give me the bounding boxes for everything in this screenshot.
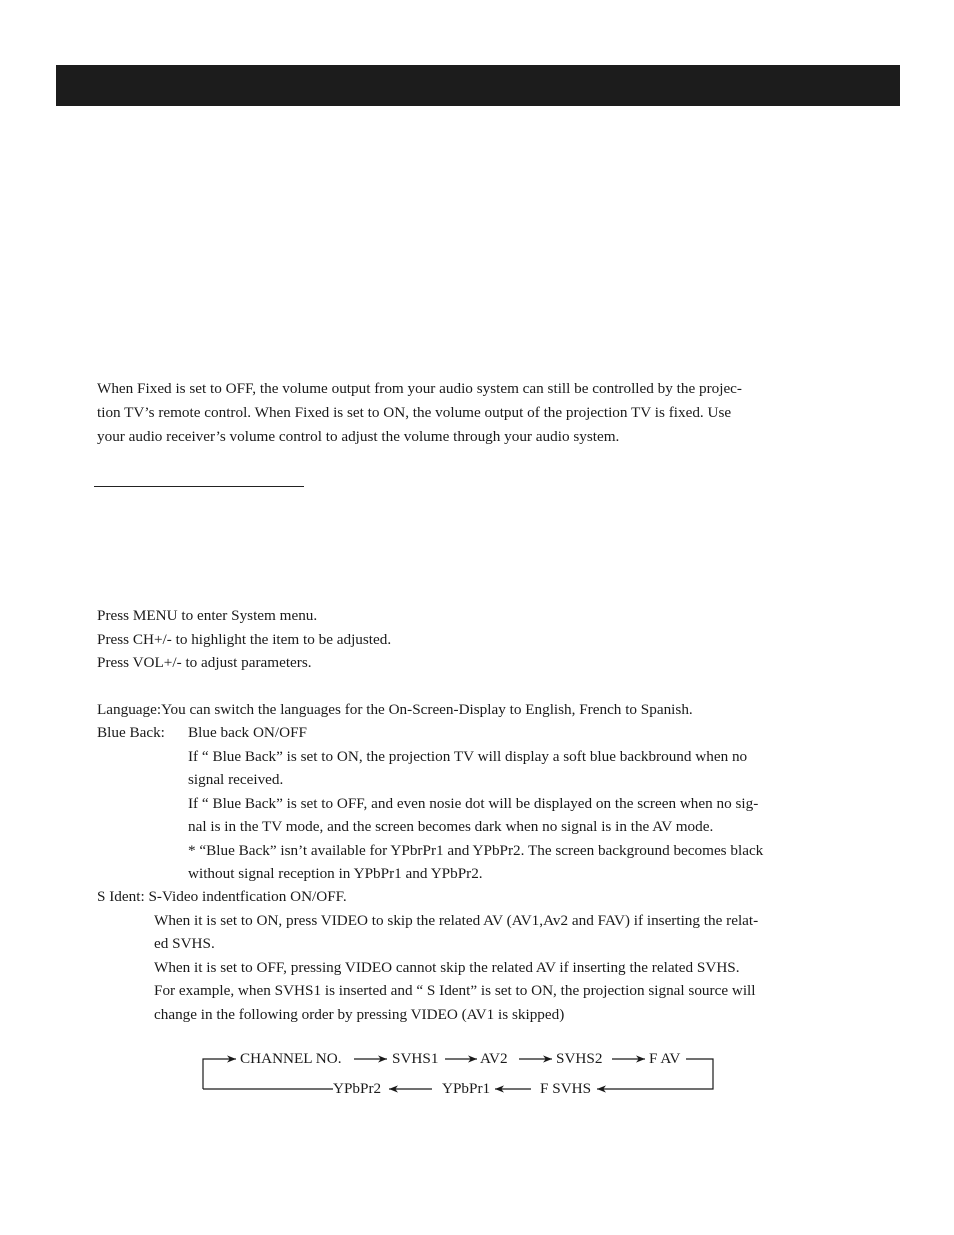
flow-node-svhs1: SVHS1 — [392, 1050, 439, 1067]
blue-back-label: Blue Back: — [97, 724, 165, 741]
s-ident-line: When it is set to ON, press VIDEO to skip the related AV (AV1,Av2 and FAV) if inserting the relat- — [154, 912, 759, 929]
blue-back-line: without signal reception in YPbPr1 and YPbPr2. — [188, 865, 483, 882]
language-line: Language:You can switch the languages for the On-Screen-Display to English, French to Spanish. — [97, 701, 693, 718]
s-ident-line: For example, when SVHS1 is inserted and “ S Ident” is set to ON, the projection signal source will — [154, 982, 756, 999]
flow-node-channel-no: CHANNEL NO. — [240, 1050, 342, 1067]
s-ident-line: change in the following order by pressing VIDEO (AV1 is skipped) — [154, 1006, 565, 1023]
step-line: Press MENU to enter System menu. — [97, 607, 318, 624]
blue-back-line: * “Blue Back” isn’t available for YPbrPr1 and YPbPr2. The screen background becomes black — [188, 842, 764, 859]
step-line: Press CH+/- to highlight the item to be adjusted. — [97, 631, 392, 648]
step-line: Press VOL+/- to adjust parameters. — [97, 654, 312, 671]
flow-node-ypbpr2: YPbPr2 — [333, 1080, 382, 1097]
blue-back-line: If “ Blue Back” is set to OFF, and even nosie dot will be displayed on the screen when no sig- — [188, 795, 759, 812]
blue-back-line: nal is in the TV mode, and the screen becomes dark when no signal is in the AV mode. — [188, 818, 714, 835]
flow-node-av2: AV2 — [480, 1050, 508, 1067]
s-ident-title: S Ident: S-Video indentfication ON/OFF. — [97, 888, 347, 905]
flow-arrow-loop-start — [203, 1059, 236, 1089]
intro-line: When Fixed is set to OFF, the volume output from your audio system can still be controlled by the projec- — [97, 380, 742, 397]
flow-arrow-right-turn — [597, 1059, 713, 1089]
blue-back-line: signal received. — [188, 771, 284, 788]
blue-back-title: Blue back ON/OFF — [188, 724, 307, 741]
flow-node-svhs2: SVHS2 — [556, 1050, 603, 1067]
flow-node-f-svhs: F SVHS — [540, 1080, 592, 1097]
s-ident-line: When it is set to OFF, pressing VIDEO cannot skip the related AV if inserting the related SVHS. — [154, 959, 740, 976]
blue-back-line: If “ Blue Back” is set to ON, the projection TV will display a soft blue backbround when no — [188, 748, 748, 765]
flow-node-f-av: F AV — [649, 1050, 681, 1067]
s-ident-line: ed SVHS. — [154, 935, 215, 952]
intro-line: tion TV’s remote control. When Fixed is set to ON, the volume output of the projection TV is fixed. Use — [97, 404, 732, 421]
flow-node-ypbpr1: YPbPr1 — [442, 1080, 491, 1097]
intro-line: your audio receiver’s volume control to adjust the volume through your audio system. — [97, 428, 620, 445]
